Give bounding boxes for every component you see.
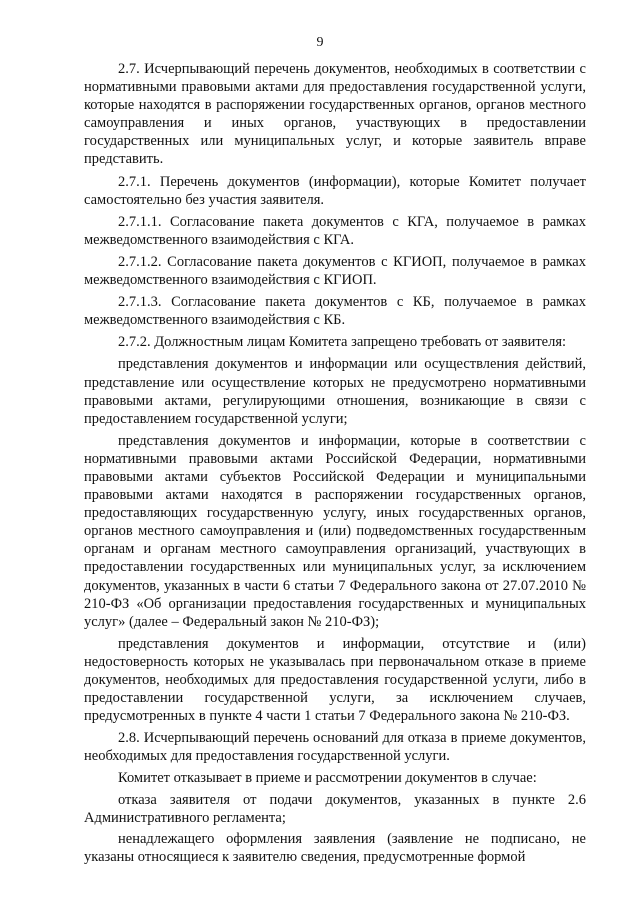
list-item-missing-documents: представления документов и информации, отсутствие и (или) недостоверность которых не указывалась при первоначальном отказе в приеме документов, необходимых для предоставления государственной услуги, либо в предоставлении государственной услуги, за исключением случаев, предусмотренных в пункте 4 части 1 статьи 7 Федерального закона № 210-ФЗ. <box>84 635 586 725</box>
list-item-improper-application: ненадлежащего оформления заявления (заявление не подписано, не указаны относящиеся к заявителю сведения, предусмотренные формой <box>84 830 586 865</box>
paragraph-2-7: 2.7. Исчерпывающий перечень документов, необходимых в соответствии с нормативными правовыми актами для предоставления государственной услуги, которые находятся в распоряжении государственных органов, органов местного самоуправления и иных органов, участвующих в предоставлении государственных или муниципальных услуг, и которые заявитель вправе представить. <box>84 61 586 168</box>
paragraph-2-7-1-1: 2.7.1.1. Согласование пакета документов с КГА, получаемое в рамках межведомственного взаимодействия с КГА. <box>84 213 586 248</box>
document-body <box>84 60 586 869</box>
paragraph-2-8: 2.8. Исчерпывающий перечень оснований для отказа в приеме документов, необходимых для предоставления государственной услуги. <box>84 730 586 765</box>
paragraph-2-7-1: 2.7.1. Перечень документов (информации), которые Комитет получает самостоятельно без участия заявителя. <box>84 173 586 208</box>
list-item-documents: представления документов и информации, которые в соответствии с нормативными правовыми актами Российской Федерации, нормативными правовыми актами субъектов Российской Федерации и муниципальными правовыми актами находятся в распоряжении государственных органов, предоставляющих государственную услугу, иных государственных органов, органов местного самоуправления и (или) подведомственных государственным органам и органам местного самоуправления организаций, участвующих в предоставлении государственных или муниципальных услуг, за исключением документов, указанных в части 6 статьи 7 Федерального закона от 27.07.2010 № 210-ФЗ «Об организации предоставления государственных и муниципальных услуг» (далее – Федеральный закон № 210-ФЗ); <box>84 432 586 630</box>
paragraph-refusal-intro: Комитет отказывает в приеме и рассмотрении документов в случае: <box>118 770 537 787</box>
page-number: 9 <box>316 35 324 50</box>
list-item-refusal-submission: отказа заявителя от подачи документов, указанных в пункте 2.6 Административного регламента; <box>84 791 586 826</box>
list-item-actions: представления документов и информации или осуществления действий, представление или осуществление которых не предусмотрено нормативными правовыми актами, регулирующими отношения, возникающие в связи с предоставлением государственной услуги; <box>84 356 586 427</box>
paragraph-2-7-2: 2.7.2. Должностным лицам Комитета запрещено требовать от заявителя: <box>118 334 567 351</box>
paragraph-2-7-1-3: 2.7.1.3. Согласование пакета документов с КБ, получаемое в рамках межведомственного взаимодействия с КБ. <box>84 294 586 329</box>
paragraph-2-7-1-2: 2.7.1.2. Согласование пакета документов с КГИОП, получаемое в рамках межведомственного взаимодействия с КГИОП. <box>84 253 586 289</box>
